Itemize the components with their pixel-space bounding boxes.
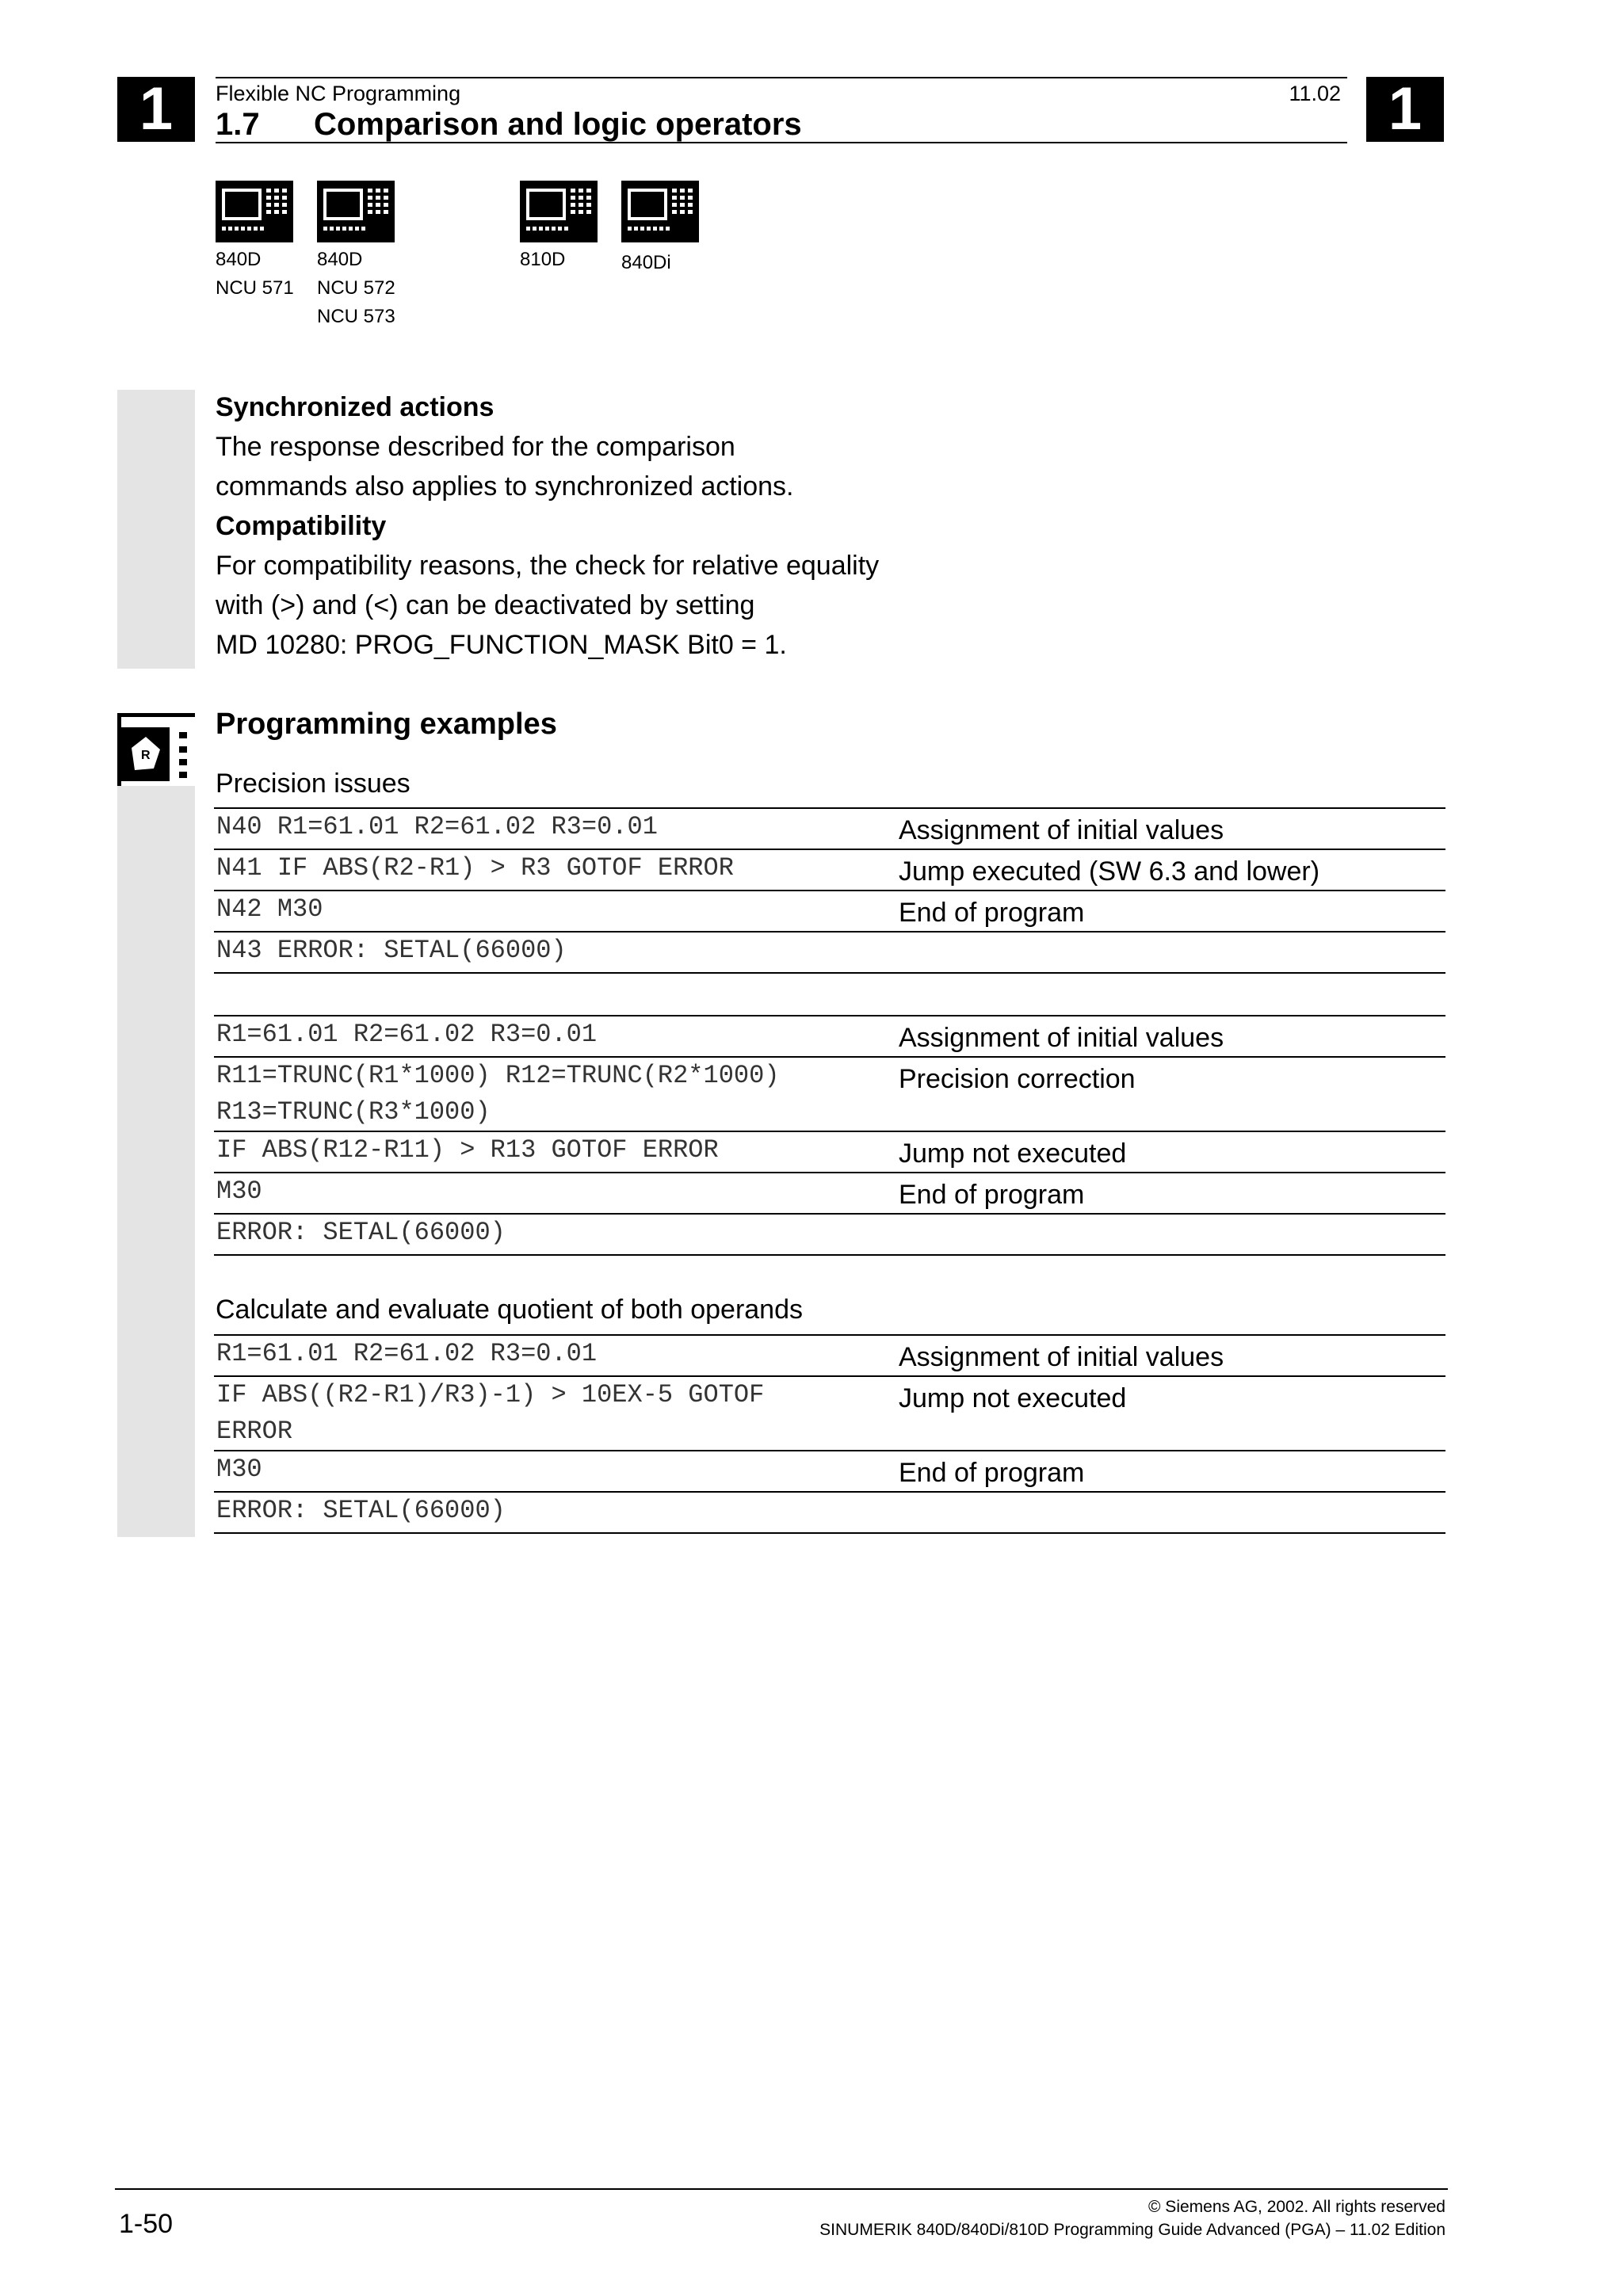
control-label	[621, 249, 671, 277]
sidebar-marker	[117, 390, 195, 669]
code-cell: IF ABS(R12-R11) > R13 GOTOF ERROR	[216, 1135, 719, 1165]
code-cell: R11=TRUNC(R1*1000) R12=TRUNC(R2*1000) R13=TRUNC(R3*1000)	[216, 1061, 780, 1127]
control-label-line: NCU 573	[317, 306, 395, 327]
code-cell: N40 R1=61.01 R2=61.02 R3=0.01	[216, 812, 658, 841]
comment-cell: Precision correction	[899, 1064, 1136, 1094]
comment-cell	[899, 1215, 1445, 1254]
control-label	[520, 246, 565, 274]
control-panel-icon	[317, 181, 395, 242]
code-cell: ERROR: SETAL(66000)	[216, 1218, 506, 1247]
comment-cell: Assignment of initial values	[899, 815, 1224, 845]
control-label-line: 840D	[317, 249, 363, 270]
code-table	[214, 1015, 1445, 1256]
compat-text: MD 10280: PROG_FUNCTION_MASK Bit0 = 1.	[216, 630, 787, 660]
programming-example-icon	[117, 713, 195, 786]
control-label	[317, 246, 395, 331]
examples-heading: Programming examples	[216, 707, 557, 741]
footer-divider	[115, 2188, 1448, 2190]
quotient-subheading: Calculate and evaluate quotient of both operands	[216, 1295, 803, 1325]
comment-cell: Jump executed (SW 6.3 and lower)	[899, 856, 1320, 887]
table-row	[214, 1058, 1445, 1132]
comment-cell	[899, 1493, 1445, 1532]
sidebar-marker	[117, 786, 195, 1537]
code-cell: M30	[216, 1455, 262, 1484]
version-label: 11.02	[1289, 82, 1341, 105]
table-row	[214, 850, 1445, 891]
control-label	[216, 246, 294, 303]
code-cell: ERROR: SETAL(66000)	[216, 1496, 506, 1525]
sync-heading: Synchronized actions	[216, 392, 495, 422]
sync-section	[216, 387, 879, 665]
table-row	[214, 1173, 1445, 1215]
comment-cell: End of program	[899, 1180, 1085, 1210]
comment-cell	[899, 933, 1445, 972]
footer-copyright: © Siemens AG, 2002. All rights reserved	[1148, 2198, 1445, 2216]
comment-cell: End of program	[899, 1458, 1085, 1488]
code-cell: N41 IF ABS(R2-R1) > R3 GOTOF ERROR	[216, 853, 734, 883]
code-cell: M30	[216, 1177, 262, 1206]
svg-text:R: R	[141, 749, 151, 762]
control-panel-icon	[216, 181, 293, 242]
table-row	[214, 1493, 1445, 1534]
section-title: Comparison and logic operators	[314, 107, 802, 142]
code-table	[214, 807, 1445, 974]
control-panel-icon	[621, 181, 699, 242]
table-row	[214, 1132, 1445, 1173]
control-label-line: NCU 571	[216, 277, 294, 299]
comment-cell: End of program	[899, 898, 1085, 928]
control-label-line: NCU 572	[317, 277, 395, 299]
compat-heading: Compatibility	[216, 511, 387, 541]
precision-subheading: Precision issues	[216, 769, 411, 799]
table-row	[214, 1016, 1445, 1058]
chapter-tab-left: 1	[117, 77, 195, 142]
chapter-tab-right: 1	[1366, 77, 1444, 142]
comment-cell: Jump not executed	[899, 1138, 1127, 1169]
control-label-line: 840Di	[621, 252, 671, 273]
breadcrumb: Flexible NC Programming	[216, 82, 461, 105]
code-cell: R1=61.01 R2=61.02 R3=0.01	[216, 1339, 598, 1368]
comment-cell: Assignment of initial values	[899, 1342, 1224, 1372]
table-row	[214, 1215, 1445, 1256]
table-row	[214, 809, 1445, 850]
compat-text: For compatibility reasons, the check for relative equality	[216, 551, 880, 581]
page-title	[216, 107, 1347, 143]
sync-text: The response described for the comparison	[216, 432, 735, 462]
compat-text: with (>) and (<) can be deactivated by setting	[216, 590, 755, 620]
control-panel-icon	[520, 181, 598, 242]
section-number: 1.7	[216, 107, 260, 142]
code-cell: R1=61.01 R2=61.02 R3=0.01	[216, 1020, 598, 1049]
code-cell: N43 ERROR: SETAL(66000)	[216, 936, 567, 965]
control-label-line: 810D	[520, 249, 566, 270]
sync-text: commands also applies to synchronized actions.	[216, 471, 794, 502]
code-cell: N42 M30	[216, 894, 323, 924]
table-row	[214, 933, 1445, 974]
code-cell: IF ABS((R2-R1)/R3)-1) > 10EX-5 GOTOF ERROR	[216, 1380, 765, 1446]
page-number: 1-50	[119, 2209, 174, 2239]
code-table	[214, 1334, 1445, 1534]
table-row	[214, 1336, 1445, 1377]
footer-document-title: SINUMERIK 840D/840Di/810D Programming Guide Advanced (PGA) – 11.02 Edition	[819, 2221, 1445, 2239]
control-label-line: 840D	[216, 249, 262, 270]
table-row	[214, 891, 1445, 933]
table-row	[214, 1451, 1445, 1493]
comment-cell: Jump not executed	[899, 1383, 1127, 1413]
table-row	[214, 1377, 1445, 1451]
comment-cell: Assignment of initial values	[899, 1023, 1224, 1053]
page-header	[216, 77, 1347, 142]
